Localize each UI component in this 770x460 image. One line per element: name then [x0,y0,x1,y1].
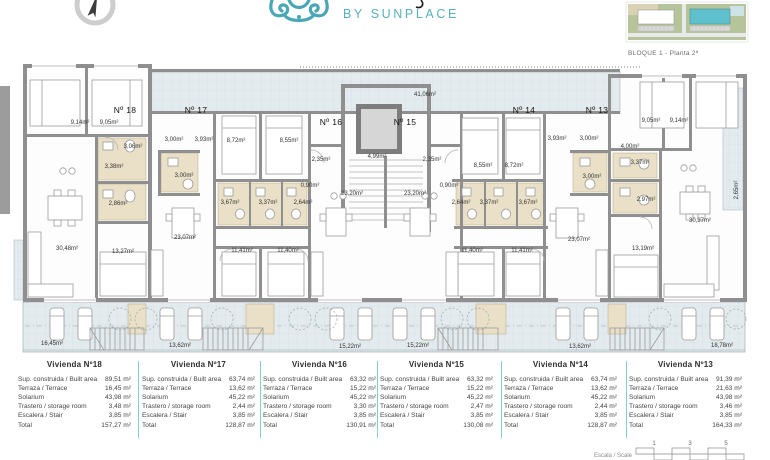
table-row [629,402,742,411]
row-label: Solarium [18,394,45,401]
row-value: 15,22 m² [349,385,376,392]
table-row [504,375,617,384]
table-row [629,411,742,420]
table-row [629,384,742,393]
table-row [504,393,617,402]
table-row [380,411,493,420]
vivienda-title: Vivienda Nº14 [532,360,589,369]
svg-text:4,00m²: 4,00m² [620,144,640,150]
svg-text:13,19m²: 13,19m² [631,246,655,252]
svg-text:9,14m²: 9,14m² [70,120,90,126]
row-value: 130,08 m² [463,422,493,429]
table-row [629,375,742,384]
svg-text:2,65m²: 2,65m² [734,180,740,200]
svg-text:30,48m²: 30,48m² [55,246,79,252]
vivienda-table-17 [142,360,255,430]
row-value: 3,85 m² [232,412,255,419]
svg-text:2,86m²: 2,86m² [108,201,128,207]
vivienda-title: Vivienda Nº17 [170,360,227,369]
row-value: 3,85 m² [108,412,131,419]
table-row [504,411,617,420]
table-row [18,393,131,402]
svg-text:9,05m²: 9,05m² [641,118,661,124]
svg-text:5: 5 [724,441,728,447]
row-label: Trastero / storage room [504,403,573,410]
svg-text:3,37m²: 3,37m² [479,200,499,206]
row-value: 63,74 m² [228,376,255,383]
row-label: Terraza / Terrace [504,385,554,392]
row-label: Total [18,422,32,429]
row-value: 16,45 m² [104,385,131,392]
row-value: 157,27 m² [101,422,131,429]
row-label: Trastero / storage room [380,403,449,410]
svg-text:11,41m²: 11,41m² [231,248,253,254]
north-compass-icon [77,0,113,23]
svg-text:18,78m²: 18,78m² [710,343,734,349]
svg-text:0,90m²: 0,90m² [300,183,320,189]
svg-text:13,27m²: 13,27m² [111,249,135,255]
keyplan-block-2 [638,10,674,24]
row-label: Solarium [142,394,169,401]
svg-text:9,05m²: 9,05m² [99,120,119,126]
table-row [142,411,255,420]
table-row [18,411,131,420]
svg-text:23,20m²: 23,20m² [403,191,427,197]
svg-text:8,55m²: 8,55m² [279,138,299,144]
svg-text:Nº 13: Nº 13 [585,105,609,115]
svg-text:23,07m²: 23,07m² [173,235,197,241]
svg-text:1: 1 [652,441,656,447]
svg-text:3,38m²: 3,38m² [104,164,124,170]
row-value: 2,44 m² [594,403,617,410]
row-label: Sup. construida / Built area [18,376,98,383]
table-row [142,384,255,393]
svg-text:Nº 17: Nº 17 [184,105,208,115]
row-label: Terraza / Terrace [629,385,679,392]
row-label: Terraza / Terrace [142,385,192,392]
row-label: Terraza / Terrace [380,385,430,392]
svg-text:3,93m²: 3,93m² [547,136,567,142]
svg-text:23,07m²: 23,07m² [567,237,591,243]
row-label: Escalera / Stair [629,412,674,419]
svg-text:2,97m²: 2,97m² [636,197,656,203]
row-value: 3,85 m² [470,412,493,419]
vivienda-table-13 [629,360,742,430]
svg-text:3,06m²: 3,06m² [123,144,143,150]
row-label: Escalera / Stair [142,412,187,419]
table-row [263,411,376,420]
row-value: 63,32 m² [349,376,376,383]
row-value: 3,30 m² [353,403,376,410]
vivienda-title: Vivienda Nº16 [291,360,348,369]
table-row [504,384,617,393]
row-label: Sup. construida / Built area [504,376,584,383]
row-value: 15,22 m² [466,385,493,392]
svg-text:13,62m²: 13,62m² [168,343,192,349]
table-row [380,384,493,393]
svg-text:8,55m²: 8,55m² [473,163,493,169]
row-value: 3,85 m² [719,412,742,419]
svg-text:3: 3 [688,441,692,447]
row-label: Solarium [504,394,531,401]
row-label: Total [263,422,277,429]
table-row-total [263,421,376,430]
table-divider [138,361,139,438]
svg-text:3,67m²: 3,67m² [518,200,538,206]
svg-text:0,90m²: 0,90m² [439,183,459,189]
table-row-total [142,421,255,430]
svg-text:Nº 18: Nº 18 [113,105,137,115]
keyplan-block-1-highlighted [690,9,730,24]
row-value: 2,44 m² [232,403,255,410]
row-value: 130,91 m² [346,422,376,429]
row-label: Escalera / Stair [263,412,308,419]
svg-text:8,72m²: 8,72m² [504,163,524,169]
vivienda-table-14 [504,360,617,430]
vivienda-title: Vivienda Nº18 [46,360,103,369]
row-value: 21,63 m² [715,385,742,392]
row-value: 45,22 m² [349,394,376,401]
row-label: Terraza / Terrace [263,385,313,392]
row-value: 45,22 m² [228,394,255,401]
svg-text:3,37m²: 3,37m² [258,200,278,206]
table-row-total [380,421,493,430]
row-value: 63,32 m² [466,376,493,383]
svg-text:2,64m²: 2,64m² [293,200,313,206]
table-row [629,393,742,402]
row-value: 3,85 m² [353,412,376,419]
table-row [263,402,376,411]
row-value: 2,47 m² [470,403,493,410]
row-label: Sup. construida / Built area [629,376,709,383]
vivienda-title: Vivienda Nº13 [657,360,714,369]
svg-text:3,00m²: 3,00m² [164,137,184,143]
table-row [142,375,255,384]
svg-text:Escala / Scale: Escala / Scale [593,453,632,459]
row-label: Trastero / storage room [142,403,211,410]
table-row [18,375,131,384]
row-label: Total [142,422,156,429]
row-label: Trastero / storage room [629,403,698,410]
scale-bar [594,441,744,460]
svg-text:2,64m²: 2,64m² [451,200,471,206]
row-label: Total [629,422,643,429]
svg-text:3,37m²: 3,37m² [630,160,650,166]
svg-text:8,72m²: 8,72m² [226,138,246,144]
table-row [380,393,493,402]
svg-text:2,35m²: 2,35m² [311,157,331,163]
table-row [18,384,131,393]
row-value: 91,39 m² [715,376,742,383]
svg-text:15,22m²: 15,22m² [406,343,430,349]
svg-text:16,45m²: 16,45m² [40,341,64,347]
svg-text:30,37m²: 30,37m² [688,218,712,224]
row-label: Sup. construida / Built area [380,376,460,383]
row-value: 3,48 m² [108,403,131,410]
svg-text:13,62m²: 13,62m² [568,344,592,350]
table-row [263,393,376,402]
row-label: Solarium [629,394,656,401]
row-label: Terraza / Terrace [18,385,68,392]
row-value: 45,22 m² [466,394,493,401]
row-label: Trastero / storage room [18,403,87,410]
row-label: Escalera / Stair [504,412,549,419]
svg-text:11,41m²: 11,41m² [511,248,533,254]
table-row [263,384,376,393]
svg-text:3,00m²: 3,00m² [582,174,602,180]
row-label: Escalera / Stair [380,412,425,419]
svg-text:3,67m²: 3,67m² [220,200,240,206]
row-value: 3,46 m² [719,403,742,410]
table-divider [501,361,502,438]
svg-text:3,00m²: 3,00m² [174,173,194,179]
vivienda-title: Vivienda Nº15 [408,360,465,369]
svg-text:23,20m²: 23,20m² [340,191,364,197]
table-divider [626,361,627,438]
svg-text:Nº 14: Nº 14 [512,105,536,115]
row-value: 13,62 m² [228,385,255,392]
svg-text:2,35m²: 2,35m² [422,157,442,163]
row-label: Total [380,422,394,429]
vivienda-table-15 [380,360,493,430]
row-value: 3,85 m² [594,412,617,419]
table-row [18,402,131,411]
row-label: Sup. construida / Built area [263,376,343,383]
row-value: 13,62 m² [590,385,617,392]
brand-knot-icon [271,0,327,21]
row-label: Sup. construida / Built area [142,376,222,383]
vivienda-table-16 [263,360,376,430]
keyplan-caption: BLOQUE 1 - Planta 2ª [628,50,699,57]
brand-subtitle: BY SUNPLACE [343,7,459,21]
svg-text:Nº 16: Nº 16 [319,117,343,127]
row-label: Solarium [263,394,290,401]
table-row [142,402,255,411]
svg-text:41,06m²: 41,06m² [413,92,437,98]
table-row [504,402,617,411]
row-label: Total [504,422,518,429]
table-row [263,375,376,384]
table-row [142,393,255,402]
svg-text:Nº 15: Nº 15 [393,117,417,127]
row-value: 43,98 m² [715,394,742,401]
svg-text:9,14m²: 9,14m² [669,118,689,124]
table-row [380,375,493,384]
row-value: 128,87 m² [225,422,255,429]
keyplan-map [626,2,748,42]
row-value: 63,74 m² [590,376,617,383]
row-label: Solarium [380,394,407,401]
svg-text:3,00m²: 3,00m² [579,136,599,142]
row-value: 43,98 m² [104,394,131,401]
table-divider [377,361,378,438]
svg-text:3,93m²: 3,93m² [194,137,214,143]
table-row-total [18,421,131,430]
row-value: 89,51 m² [104,376,131,383]
row-label: Escalera / Stair [18,412,63,419]
row-value: 45,22 m² [590,394,617,401]
svg-text:11,40m²: 11,40m² [461,248,483,254]
table-divider [260,361,261,438]
vivienda-table-18 [18,360,131,430]
table-row-total [504,421,617,430]
table-row [380,402,493,411]
svg-text:11,40m²: 11,40m² [277,248,299,254]
svg-text:15,22m²: 15,22m² [338,344,362,350]
svg-text:4,99m²: 4,99m² [367,154,387,160]
table-row-total [629,421,742,430]
row-label: Trastero / storage room [263,403,332,410]
row-value: 164,33 m² [712,422,742,429]
row-value: 128,87 m² [587,422,617,429]
